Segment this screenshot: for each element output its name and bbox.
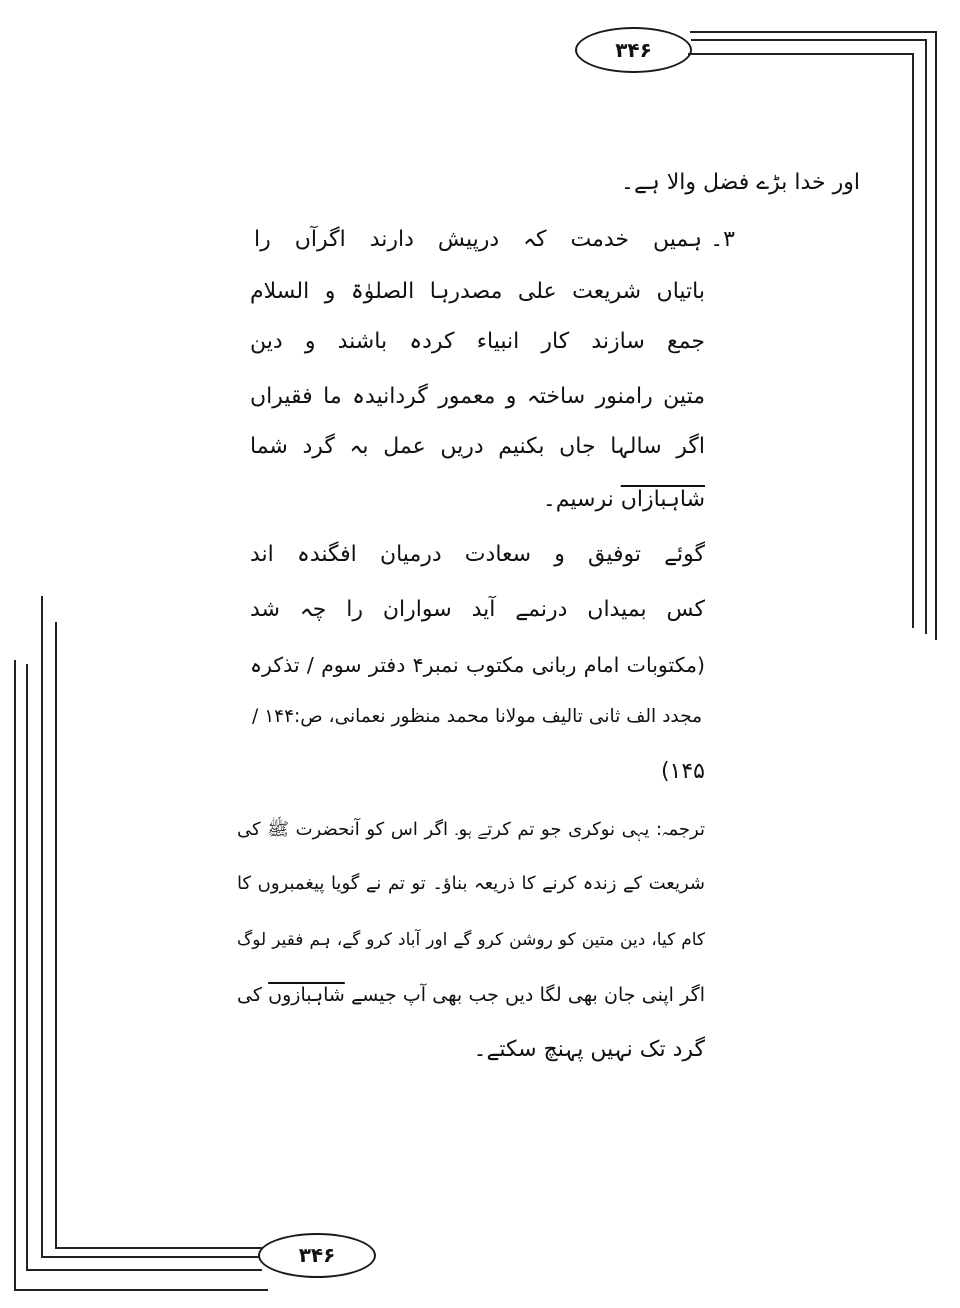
quote-line: جمع سازند کار انبیاء کردہ باشند و دین (250, 329, 705, 354)
intro-line: اور خدا بڑے فضل والا ہے۔ (621, 170, 860, 195)
overlined-word: شاہبازاں (620, 487, 705, 512)
reference-line: ۱۴۵) (660, 759, 705, 784)
border-line (688, 54, 913, 628)
border-line (690, 32, 936, 640)
border-line (27, 664, 262, 1270)
translation-text: کی (237, 984, 269, 1006)
reference-line: مجدد الف ثانی تالیف مولانا محمد منظور نعمانی، ص:۱۴۴ / (252, 706, 702, 727)
verse-line: کس بمیداں درنمے آید سواران را چہ شد (250, 597, 705, 622)
translation-line: ترجمہ: یہی نوکری جو تم کرتے ہو۔ اگر اس کو آنحضرت ﷺ کی (237, 819, 705, 840)
translation-line: کام کیا، دین متین کو روشن کرو گے اور آباد کرو گے، ہم فقیر لوگ (237, 930, 705, 950)
quote-line: متین رامنور ساختہ و معمور گردانیدہ ما فقیراں (250, 384, 705, 409)
border-line (691, 40, 926, 634)
page-number-bottom: ۳۴۶ (258, 1233, 376, 1278)
translation-line (237, 975, 705, 1015)
border-line (15, 660, 268, 1290)
closing-rest: نرسیم۔ (542, 487, 621, 512)
border-line (56, 622, 262, 1248)
translation-text: اگر اپنی جان بھی لگا دیں جب بھی آپ جیسے (344, 984, 705, 1006)
overlined-word: شاہبازوں (268, 984, 345, 1006)
translation-last-line: گرد تک نہیں پہنچ سکتے۔ (473, 1037, 705, 1062)
verse-line: گوئے توفیق و سعادت درمیان افگندہ اند (250, 542, 705, 567)
quote-line: ہمیں خدمت کہ درپیش دارند اگرآں را (254, 227, 702, 252)
quote-line: اگر سالہا جاں بکنیم دریں عمل بہ گرد شما (250, 434, 705, 459)
quote-closing-line (405, 480, 705, 520)
reference-line: (مکتوبات امام ربانی مکتوب نمبر۴ دفتر سوم / تذکرہ (250, 653, 705, 677)
translation-line: شریعت کے زندہ کرنے کا ذریعہ بناؤ۔ تو تم نے گویا پیغمبروں کا (237, 873, 705, 894)
quote-line: باتیاں شریعت علی مصدرہا الصلوٰۃ و السلام (250, 279, 705, 304)
page-number-top: ۳۴۶ (575, 27, 692, 73)
item-number: ۳۔ (710, 227, 735, 252)
border-line (42, 596, 259, 1257)
